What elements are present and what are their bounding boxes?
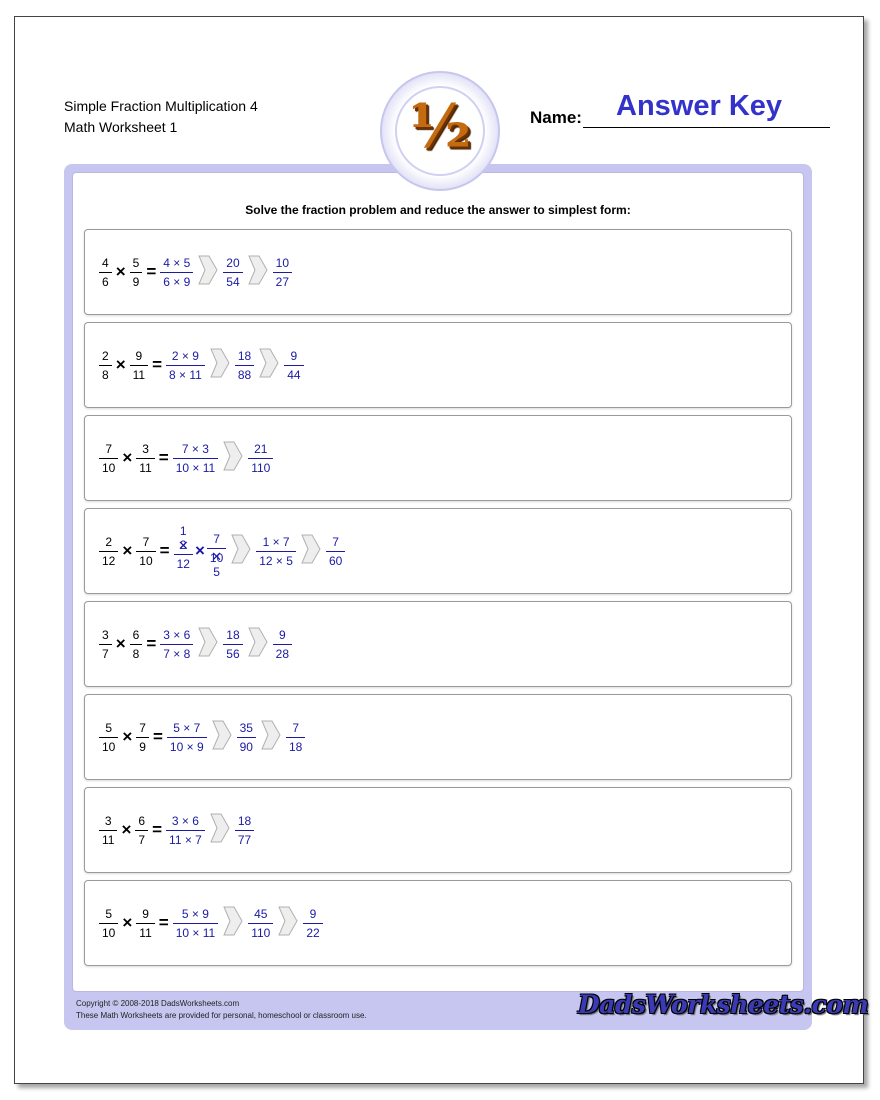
numerator: 18 <box>226 627 240 642</box>
numerator: 9 <box>142 906 149 921</box>
problem-row <box>99 323 304 407</box>
numerator: 7 <box>139 720 146 735</box>
denominator: 56 <box>223 644 242 661</box>
fraction <box>207 532 226 565</box>
problem-box <box>84 601 792 687</box>
step-arrow-icon <box>198 255 218 290</box>
times-sign: × <box>121 820 132 839</box>
step-arrow-icon <box>223 441 243 476</box>
numerator: 2 × 9 <box>171 348 199 363</box>
cancelled-fraction-a <box>174 524 193 571</box>
fraction-a <box>99 442 118 475</box>
result-fraction <box>235 814 254 847</box>
times-sign: × <box>115 634 126 653</box>
fraction-b <box>136 721 149 754</box>
problem-row <box>99 416 273 500</box>
numerator: 7 × 3 <box>181 441 209 456</box>
denominator: 10 <box>99 458 118 475</box>
problem-box <box>84 880 792 966</box>
numerator: 7 <box>213 531 220 546</box>
numerator: 9 <box>278 627 286 642</box>
denominator: 12 <box>99 551 118 568</box>
equals-sign: = <box>152 727 163 746</box>
product-fraction <box>166 349 205 382</box>
equals-sign: = <box>146 262 157 281</box>
fraction-a <box>99 814 117 847</box>
problem-box <box>84 229 792 315</box>
problem-row <box>99 230 292 314</box>
equals-sign: = <box>158 913 169 932</box>
result-fraction <box>248 442 273 475</box>
denominator: 28 <box>273 644 292 661</box>
title-line-1: Simple Fraction Multiplication 4 <box>64 98 258 114</box>
denominator: 8 <box>99 365 112 382</box>
step-arrow-icon <box>301 534 321 569</box>
numerator: 4 × 5 <box>163 255 191 270</box>
numerator: 9 <box>290 348 298 363</box>
fraction-a <box>99 349 112 382</box>
numerator: 3 <box>102 627 109 642</box>
step-arrow-icon <box>248 627 268 662</box>
numerator: 5 <box>105 906 113 921</box>
numerator: 18 <box>237 348 252 363</box>
numerator: 3 × 6 <box>163 627 191 642</box>
numerator: 18 <box>237 813 252 828</box>
numerator: 7 <box>292 720 299 735</box>
cancelled-denominator: 10 ✕ <box>207 548 226 565</box>
equals-sign: = <box>146 634 157 653</box>
numerator: 9 <box>309 906 317 921</box>
denominator: 90 <box>237 737 256 754</box>
denominator: 10 × 11 <box>173 458 218 475</box>
times-sign: × <box>122 448 133 467</box>
step-arrow-icon <box>261 720 281 755</box>
step-arrow-icon <box>212 720 232 755</box>
step-arrow-icon <box>259 348 279 383</box>
product-fraction <box>160 628 193 661</box>
name-field <box>530 88 830 128</box>
denominator: 10 <box>99 923 118 940</box>
numerator: 7 <box>105 441 113 456</box>
fraction-b <box>136 535 155 568</box>
numerator: 4 <box>102 255 109 270</box>
numerator: 9 <box>135 348 143 363</box>
footer-text <box>76 998 367 1022</box>
fraction-b <box>136 442 154 475</box>
problem-box <box>84 694 792 780</box>
denominator: 7 <box>135 830 148 847</box>
step-arrow-icon <box>231 534 251 569</box>
times-sign: × <box>122 727 133 746</box>
denominator: 12 × 5 <box>256 551 296 568</box>
simplified-fraction <box>286 721 305 754</box>
simplified-fraction <box>273 256 292 289</box>
times-sign: × <box>115 355 126 374</box>
denominator: 27 <box>273 272 292 289</box>
denominator: 10 <box>99 737 118 754</box>
result-fraction <box>326 535 345 568</box>
name-underline <box>583 126 830 128</box>
problem-row <box>99 602 292 686</box>
problem-row <box>99 788 254 872</box>
numerator: 2 <box>102 348 109 363</box>
denominator: 11 <box>99 830 117 847</box>
numerator: 35 <box>239 720 253 735</box>
denominator: 110 <box>248 923 273 940</box>
denominator: 7 <box>99 644 112 661</box>
copyright: Copyright © 2008-2018 DadsWorksheets.com <box>76 999 240 1008</box>
fraction-b <box>130 628 143 661</box>
denominator: 10 × 9 <box>167 737 207 754</box>
denominator: 11 <box>130 365 148 382</box>
step-arrow-icon <box>223 906 243 941</box>
result-fraction <box>248 907 273 940</box>
numerator: 45 <box>254 906 268 921</box>
worksheet-title <box>64 96 258 138</box>
problem-row <box>99 509 345 593</box>
problem-box <box>84 322 792 408</box>
times-sign: × <box>122 913 133 932</box>
equals-sign: = <box>159 541 170 560</box>
product-fraction <box>166 814 205 847</box>
instructions: Solve the fraction problem and reduce the answer to simplest form: <box>245 203 631 217</box>
reduced-numerator: 1 <box>179 523 187 538</box>
simplified-fraction <box>284 349 303 382</box>
numerator: 5 × 9 <box>181 906 209 921</box>
numerator: 21 <box>254 441 268 456</box>
denominator: 10 × 11 <box>173 923 218 940</box>
numerator: 7 <box>142 534 150 549</box>
product-fraction <box>173 442 218 475</box>
numerator: 2 <box>105 534 113 549</box>
fraction-a <box>99 721 118 754</box>
half-glyph-icon: ½ <box>408 92 472 162</box>
reduced-denominator: 5 <box>213 564 220 579</box>
numerator: 7 <box>332 534 339 549</box>
result-fraction <box>223 256 242 289</box>
cancelled-numerator: 2 ✕ <box>177 538 190 554</box>
simplified-fraction <box>303 907 322 940</box>
step-arrow-icon <box>210 813 230 848</box>
denominator: 8 <box>130 644 143 661</box>
numerator: 5 × 7 <box>173 720 201 735</box>
denominator: 11 × 7 <box>166 830 205 847</box>
step-arrow-icon <box>210 348 230 383</box>
numerator: 3 × 6 <box>171 813 199 828</box>
problem-row <box>99 881 323 965</box>
denominator: 60 <box>326 551 345 568</box>
denominator: 77 <box>235 830 254 847</box>
denominator: 44 <box>284 365 303 382</box>
product-fraction <box>160 256 193 289</box>
name-label: Name: <box>530 108 582 127</box>
numerator: 6 <box>132 627 140 642</box>
denominator: 6 × 9 <box>160 272 193 289</box>
numerator: 3 <box>142 441 149 456</box>
fraction-a <box>99 535 118 568</box>
answer-key-label: Answer Key <box>616 90 783 122</box>
denominator: 88 <box>235 365 254 382</box>
fraction-b <box>130 256 143 289</box>
equals-sign: = <box>152 820 163 839</box>
product-fraction <box>256 535 296 568</box>
equals-sign: = <box>158 448 169 467</box>
fraction-a <box>99 256 112 289</box>
denominator: 7 × 8 <box>160 644 193 661</box>
title-line-2: Math Worksheet 1 <box>64 119 178 135</box>
usage-note: These Math Worksheets are provided for personal, homeschool or classroom use. <box>76 1011 367 1020</box>
denominator: 54 <box>223 272 242 289</box>
dadsworksheets-logo: DadsWorksheets.com <box>578 990 869 1019</box>
simplified-fraction <box>273 628 292 661</box>
fraction-b <box>130 349 148 382</box>
problem-box <box>84 787 792 873</box>
equals-sign: = <box>152 355 163 374</box>
times-sign: × <box>122 541 133 560</box>
denominator: 9 <box>130 272 143 289</box>
fraction-b <box>136 907 154 940</box>
half-fraction-badge <box>380 71 500 191</box>
denominator: 11 <box>136 458 154 475</box>
problem-box <box>84 415 792 501</box>
denominator: 9 <box>136 737 149 754</box>
denominator: 110 <box>248 458 273 475</box>
cancelled-fraction-b <box>207 532 226 579</box>
fraction-a <box>99 628 112 661</box>
numerator: 3 <box>104 813 112 828</box>
step-arrow-icon <box>198 627 218 662</box>
product-fraction <box>167 721 207 754</box>
problem-box <box>84 508 792 594</box>
result-fraction <box>237 721 256 754</box>
fraction <box>174 538 193 571</box>
step-arrow-icon <box>278 906 298 941</box>
result-fraction <box>223 628 242 661</box>
fraction-b <box>135 814 148 847</box>
numerator: 5 <box>132 255 140 270</box>
times-sign: × <box>115 262 126 281</box>
denominator: 8 × 11 <box>166 365 205 382</box>
numerator: 1 × 7 <box>262 534 290 549</box>
denominator: 22 <box>303 923 322 940</box>
denominator: 18 <box>286 737 305 754</box>
denominator: 10 <box>136 551 155 568</box>
numerator: 10 <box>275 255 289 270</box>
product-fraction <box>173 907 218 940</box>
problem-row <box>99 695 305 779</box>
badge-inner-circle <box>395 86 485 176</box>
denominator: 6 <box>99 272 112 289</box>
result-fraction <box>235 349 254 382</box>
step-arrow-icon <box>248 255 268 290</box>
denominator: 11 <box>136 923 154 940</box>
denominator: 12 <box>174 554 193 571</box>
times-sign: × <box>194 541 205 560</box>
fraction-a <box>99 907 118 940</box>
numerator: 5 <box>105 720 113 735</box>
numerator: 20 <box>226 255 240 270</box>
numerator: 6 <box>138 813 146 828</box>
